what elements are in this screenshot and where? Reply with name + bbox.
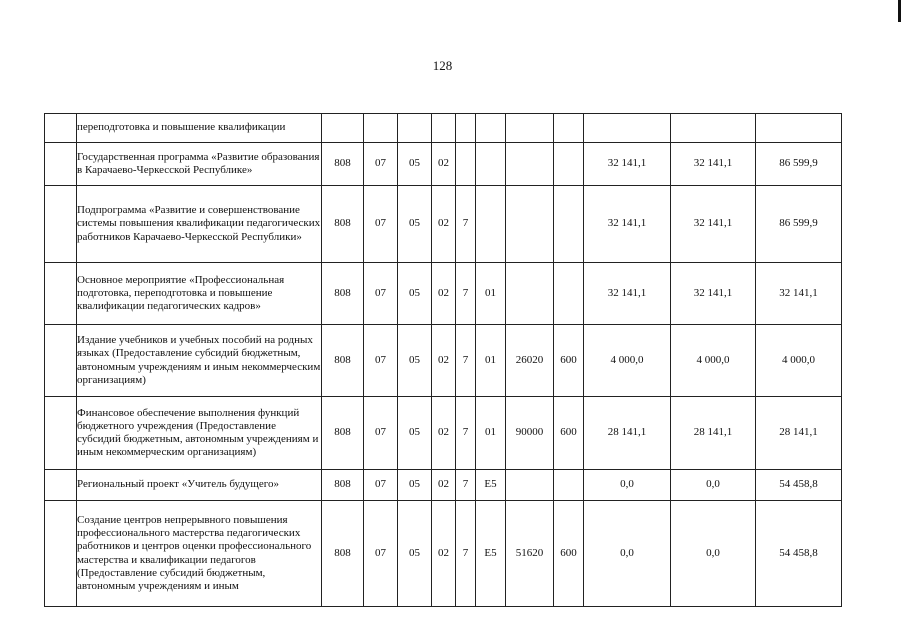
direction-code: 90000 [506,397,554,470]
program-code: 02 [432,186,456,263]
section-code: 07 [364,325,398,397]
program-code: 02 [432,263,456,325]
table-row [45,263,842,325]
amount-year-1: 32 141,1 [584,186,671,263]
ved-code: 808 [322,470,364,501]
subprogram-code: 7 [456,470,476,501]
row-name: Подпрограмма «Развитие и совершенствование системы повышения квалификации педагогических работников Карачаево-Черкесской Республики» [77,186,322,263]
expense-type-code [554,186,584,263]
amount-year-2: 32 141,1 [671,143,756,186]
amount-year-3: 32 141,1 [756,263,842,325]
row-index-cell [45,114,77,143]
section-code: 07 [364,397,398,470]
program-code: 02 [432,501,456,607]
page-edge-mark [898,0,901,22]
subprogram-code [456,114,476,143]
amount-year-2: 0,0 [671,501,756,607]
subprogram-code: 7 [456,263,476,325]
activity-code: 01 [476,325,506,397]
subprogram-code [456,143,476,186]
row-name: Региональный проект «Учитель будущего» [77,470,322,501]
amount-year-3: 54 458,8 [756,470,842,501]
section-code: 07 [364,501,398,607]
amount-year-3: 54 458,8 [756,501,842,607]
section-code: 07 [364,470,398,501]
subsection-code [398,114,432,143]
direction-code [506,470,554,501]
amount-year-3: 4 000,0 [756,325,842,397]
activity-code [476,143,506,186]
row-name: Финансовое обеспечение выполнения функций бюджетного учреждения (Предоставление субсидий бюджетным, автономным учреждениям и иным некоммерческим организациям) [77,397,322,470]
activity-code: 01 [476,397,506,470]
amount-year-3 [756,114,842,143]
subsection-code: 05 [398,397,432,470]
row-name: Издание учебников и учебных пособий на родных языках (Предоставление субсидий бюджетным, автономным учреждениям и иным некоммерческим организациям) [77,325,322,397]
program-code: 02 [432,470,456,501]
amount-year-1: 0,0 [584,470,671,501]
row-index-cell [45,397,77,470]
amount-year-3: 28 141,1 [756,397,842,470]
subprogram-code: 7 [456,186,476,263]
direction-code: 51620 [506,501,554,607]
budget-table [44,113,842,607]
subsection-code: 05 [398,325,432,397]
table-row [45,397,842,470]
activity-code [476,186,506,263]
activity-code: E5 [476,501,506,607]
subsection-code: 05 [398,501,432,607]
table-row [45,143,842,186]
expense-type-code [554,143,584,186]
amount-year-2: 0,0 [671,470,756,501]
table-row [45,325,842,397]
row-index-cell [45,263,77,325]
section-code: 07 [364,263,398,325]
amount-year-2: 4 000,0 [671,325,756,397]
subprogram-code: 7 [456,397,476,470]
table-row [45,186,842,263]
subsection-code: 05 [398,143,432,186]
program-code: 02 [432,143,456,186]
row-index-cell [45,325,77,397]
ved-code: 808 [322,263,364,325]
row-index-cell [45,143,77,186]
activity-code: E5 [476,470,506,501]
table-row [45,114,842,143]
expense-type-code: 600 [554,325,584,397]
direction-code [506,186,554,263]
section-code: 07 [364,143,398,186]
row-index-cell [45,501,77,607]
ved-code: 808 [322,186,364,263]
subprogram-code: 7 [456,501,476,607]
expense-type-code [554,263,584,325]
amount-year-2: 32 141,1 [671,186,756,263]
expense-type-code: 600 [554,397,584,470]
direction-code: 26020 [506,325,554,397]
amount-year-1: 32 141,1 [584,263,671,325]
direction-code [506,114,554,143]
activity-code [476,114,506,143]
subsection-code: 05 [398,470,432,501]
row-name: Основное мероприятие «Профессиональная подготовка, переподготовка и повышение квалификации педагогических кадров» [77,263,322,325]
section-code: 07 [364,186,398,263]
ved-code: 808 [322,501,364,607]
amount-year-3: 86 599,9 [756,186,842,263]
amount-year-3: 86 599,9 [756,143,842,186]
direction-code [506,143,554,186]
section-code [364,114,398,143]
expense-type-code [554,114,584,143]
direction-code [506,263,554,325]
row-name: Государственная программа «Развитие образования в Карачаево-Черкесской Республике» [77,143,322,186]
amount-year-1: 28 141,1 [584,397,671,470]
program-code: 02 [432,325,456,397]
ved-code: 808 [322,143,364,186]
row-name: Создание центров непрерывного повышения профессионального мастерства педагогических работников и центров оценки профессионального мастерства и квалификации педагогов (Предоставление субсидий бюджетным, автономным учреждениям и иным [77,501,322,607]
amount-year-1: 0,0 [584,501,671,607]
ved-code: 808 [322,325,364,397]
program-code: 02 [432,397,456,470]
amount-year-2: 28 141,1 [671,397,756,470]
ved-code [322,114,364,143]
amount-year-2: 32 141,1 [671,263,756,325]
amount-year-2 [671,114,756,143]
amount-year-1: 32 141,1 [584,143,671,186]
row-index-cell [45,470,77,501]
table-row [45,501,842,607]
amount-year-1: 4 000,0 [584,325,671,397]
subprogram-code: 7 [456,325,476,397]
row-index-cell [45,186,77,263]
table-row [45,470,842,501]
expense-type-code [554,470,584,501]
program-code [432,114,456,143]
subsection-code: 05 [398,263,432,325]
ved-code: 808 [322,397,364,470]
subsection-code: 05 [398,186,432,263]
expense-type-code: 600 [554,501,584,607]
amount-year-1 [584,114,671,143]
page-number: 128 [432,58,453,73]
activity-code: 01 [476,263,506,325]
row-name: переподготовка и повышение квалификации [77,114,322,143]
